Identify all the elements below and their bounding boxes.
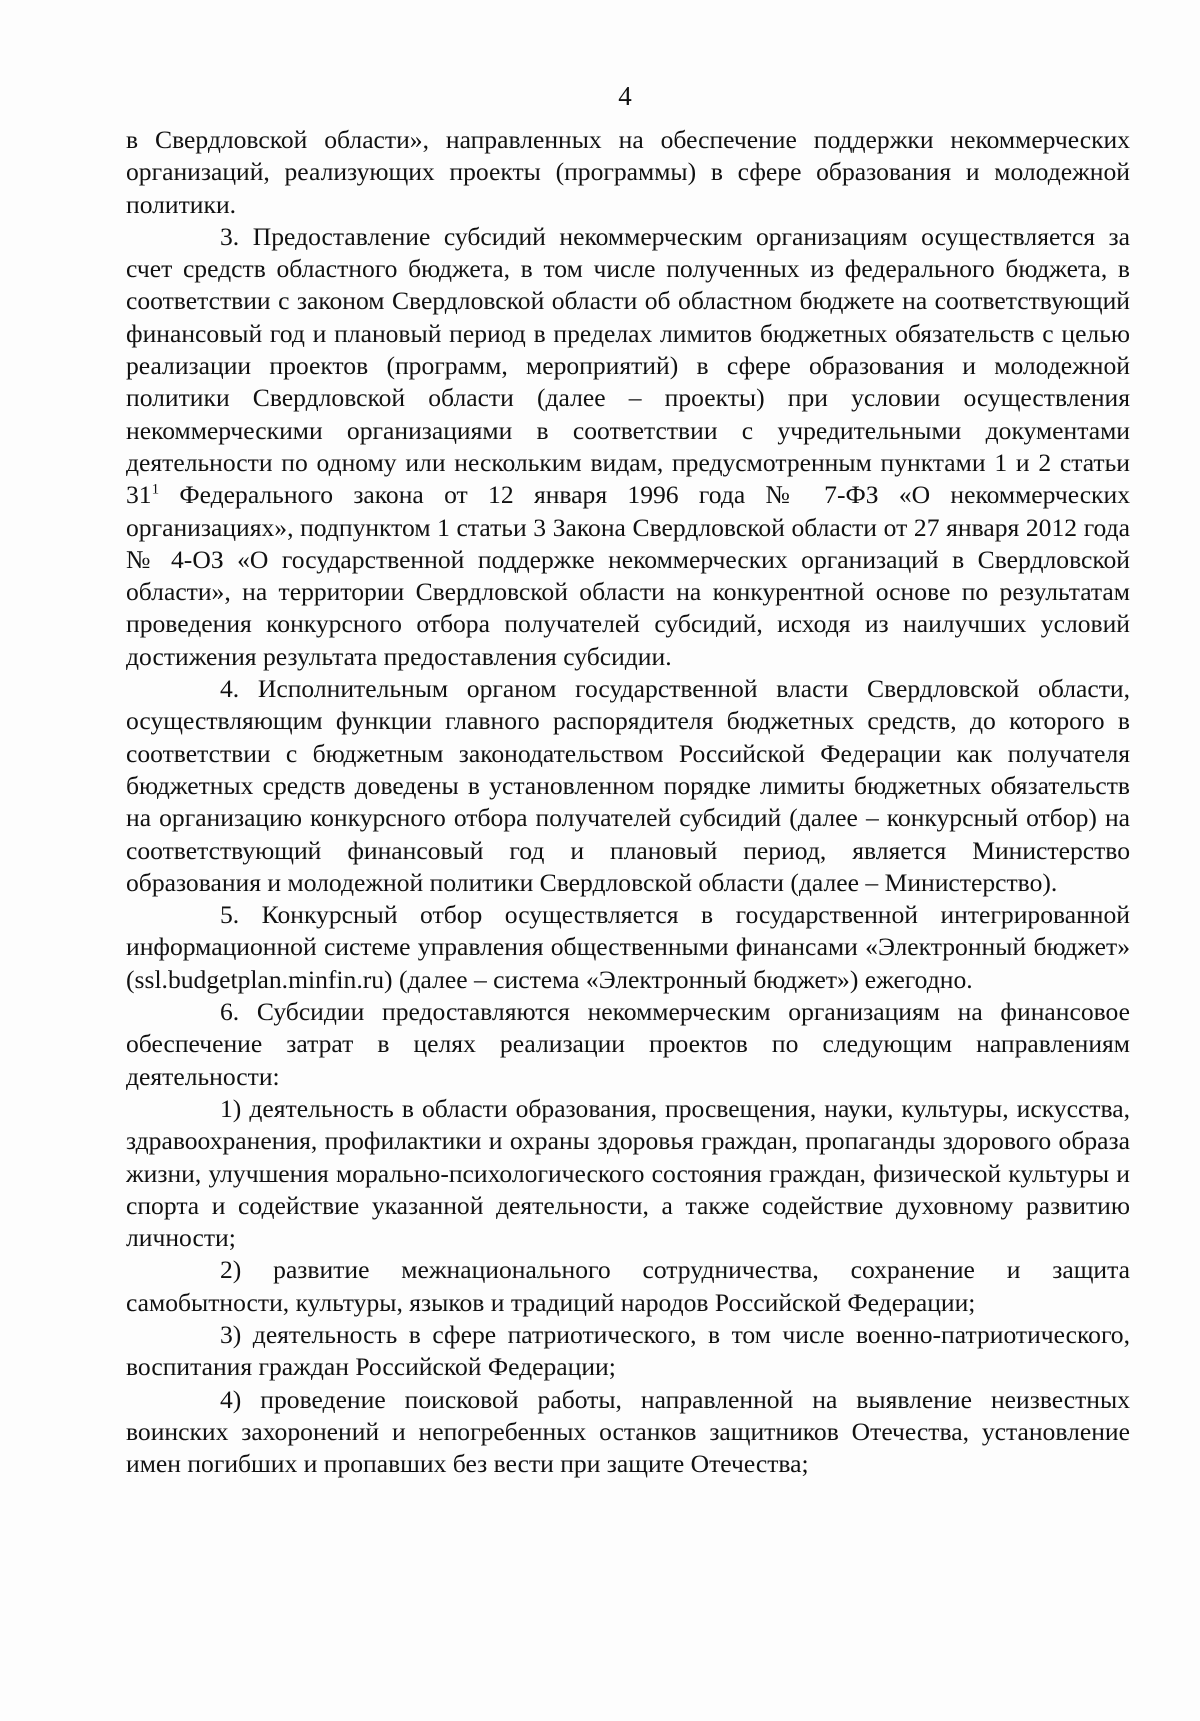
paragraph-item-3-text-end: Федерального закона от 12 января 1996 года № 7-ФЗ «О некоммерческих организациях», подпунктом 1 статьи 3 Закона Свердловской области от 27 января 2012 года № 4-ОЗ «О государственной поддержке некоммерческих организаций в Свердловской области», на территории Свердловской области на конкурентной основе по результатам проведения конкурсного отбора получателей субсидий, исходя из наилучших условий достижения результата предоставления субсидии.	[126, 480, 1130, 671]
paragraph-item-6: 6. Субсидии предоставляются некоммерческим организациям на финансовое обеспечение затрат в целях реализации проектов по следующим направлениям деятельности:	[126, 997, 1130, 1091]
article-superscript: 1	[151, 481, 160, 498]
list-item-2: 2) развитие межнационального сотрудничества, сохранение и защита самобытности, культуры, языков и традиций народов Российской Федерации;	[126, 1255, 1130, 1317]
paragraph-item-5: 5. Конкурсный отбор осуществляется в государственной интегрированной информационной системе управления общественными финансами «Электронный бюджет» (ssl.budgetplan.minfin.ru) (далее – система «Электронный бюджет») ежегодно.	[126, 900, 1130, 994]
paragraph-item-3-text-start: 3. Предоставление субсидий некоммерческим организациям осуществляется за счет средств областного бюджета, в том числе полученных из федерального бюджета, в соответствии с законом Свердловской области об областном бюджете на соответствующий финансовый год и плановый период в пределах лимитов бюджетных обязательств с целью реализации проектов (программ, мероприятий) в сфере образования и молодежной политики Свердловской области (далее – проекты) при условии осуществления некоммерческими организациями в соответствии с учредительными документами деятельности по одному или нескольким видам, предусмотренным пунктами 1 и 2 статьи 31	[126, 221, 1130, 510]
list-item-3: 3) деятельность в сфере патриотического, в том числе военно-патриотического, воспитания граждан Российской Федерации;	[126, 1319, 1130, 1382]
list-item-1: 1) деятельность в области образования, просвещения, науки, культуры, искусства, здравоохранения, профилактики и охраны здоровья граждан, пропаганды здорового образа жизни, улучшения морально-психологического состояния граждан, физической культуры и спорта и содействие указанной деятельности, а также содействие духовному развитию личности;	[126, 1093, 1130, 1253]
paragraph-item-4: 4. Исполнительным органом государственной власти Свердловской области, осуществляющим функции главного распорядителя бюджетных средств, до которого в соответствии с бюджетным законодательством Российской Федерации как получателя бюджетных средств доведены в установленном порядке лимиты бюджетных обязательств на организацию конкурсного отбора получателей субсидий (далее – конкурсный отбор) на соответствующий финансовый год и плановый период, является Министерство образования и молодежной политики Свердловской области (далее – Министерство).	[126, 674, 1130, 897]
page-number: 4	[618, 81, 632, 111]
paragraph-continuation: в Свердловской области», направленных на обеспечение поддержки некоммерческих организаций, реализующих проекты (программы) в сфере образования и молодежной политики.	[126, 125, 1130, 219]
paragraph-item-3	[126, 221, 1130, 673]
list-item-4: 4) проведение поисковой работы, направленной на выявление неизвестных воинских захоронений и непогребенных останков защитников Отечества, установление имен погибших и пропавших без вести при защите Отечества;	[126, 1384, 1130, 1479]
document-body	[126, 124, 1130, 1480]
